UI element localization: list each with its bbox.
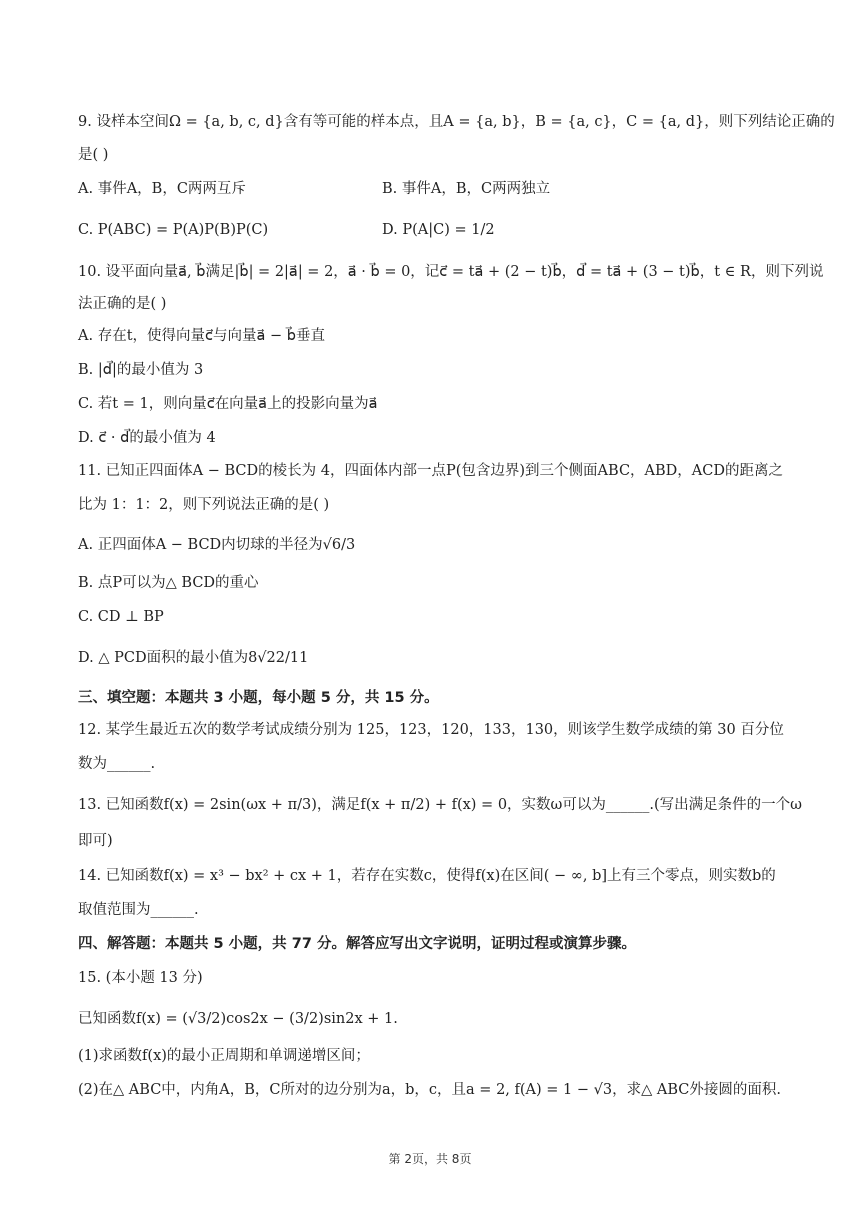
q15-part1: (1)求函数f(x)的最小正周期和单调递增区间； [78, 1048, 370, 1064]
q9-option-d: D. P(A|C) = 1/2 [382, 222, 495, 238]
q11-option-d: D. △ PCD面积的最小值为8√22/11 [78, 650, 309, 666]
q10-option-b: B. |d⃗|的最小值为 3 [78, 362, 204, 378]
q10-option-d: D. c⃗ · d⃗的最小值为 4 [78, 430, 216, 446]
q11-option-c: C. CD ⊥ BP [78, 609, 164, 625]
q10-option-c: C. 若t = 1，则向量c⃗在向量a⃗上的投影向量为a⃗ [78, 396, 378, 412]
q9-stem-line2: 是( ) [78, 147, 109, 163]
q12-line2: 数为______. [78, 756, 156, 772]
q12-line1: 12. 某学生最近五次的数学考试成绩分别为 125，123，120，133，130，则该学生数学成绩的第 30 百分位 [78, 722, 784, 738]
q14-line2: 取值范围为______. [78, 902, 199, 918]
q11-option-a: A. 正四面体A − BCD内切球的半径为√6/3 [78, 537, 356, 553]
q13-line2: 即可) [78, 833, 113, 849]
q15-header: 15. (本小题 13 分) [78, 970, 203, 986]
q15-given: 已知函数f(x) = (√3/2)cos2x − (3/2)sin2x + 1. [78, 1011, 398, 1027]
q9-option-a: A. 事件A，B，C两两互斥 [78, 181, 246, 197]
q10-option-a: A. 存在t，使得向量c⃗与向量a⃗ − b⃗垂直 [78, 328, 325, 344]
q9-stem-line1: 9. 设样本空间Ω = {a, b, c, d}含有等可能的样本点，且A = {a, b}，B = {a, c}，C = {a, d}，则下列结论正确的 [78, 114, 835, 130]
q11-option-b: B. 点P可以为△ BCD的重心 [78, 575, 259, 591]
section3-heading: 三、填空题：本题共 3 小题，每小题 5 分，共 15 分。 [78, 690, 439, 706]
q9-option-b: B. 事件A，B，C两两独立 [382, 181, 551, 197]
q9-option-c: C. P(ABC) = P(A)P(B)P(C) [78, 222, 269, 238]
q13-line1: 13. 已知函数f(x) = 2sin(ωx + π/3)，满足f(x + π/2) + f(x) = 0，实数ω可以为______.(写出满足条件的一个ω [78, 797, 802, 813]
q15-part2: (2)在△ ABC中，内角A，B，C所对的边分别为a，b，c，且a = 2, f(A) = 1 − √3，求△ ABC外接圆的面积. [78, 1082, 781, 1098]
section4-heading: 四、解答题：本题共 5 小题，共 77 分。解答应写出文字说明，证明过程或演算步骤。 [78, 936, 636, 952]
q10-stem-line1: 10. 设平面向量a⃗, b⃗满足|b⃗| = 2|a⃗| = 2，a⃗ · b⃗ = 0，记c⃗ = ta⃗ + (2 − t)b⃗，d⃗ = ta⃗ + (3 − t)b⃗，t ∈ R，则下列说 [78, 264, 824, 280]
q11-stem-line2: 比为 1：1：2，则下列说法正确的是( ) [78, 497, 330, 513]
q11-stem-line1: 11. 已知正四面体A − BCD的棱长为 4，四面体内部一点P(包含边界)到三个侧面ABC，ABD，ACD的距离之 [78, 463, 783, 479]
page-footer: 第 2页，共 8页 [388, 1152, 472, 1166]
q14-line1: 14. 已知函数f(x) = x³ − bx² + cx + 1，若存在实数c，使得f(x)在区间( − ∞, b]上有三个零点，则实数b的 [78, 868, 776, 884]
q10-stem-line2: 法正确的是( ) [78, 296, 167, 312]
